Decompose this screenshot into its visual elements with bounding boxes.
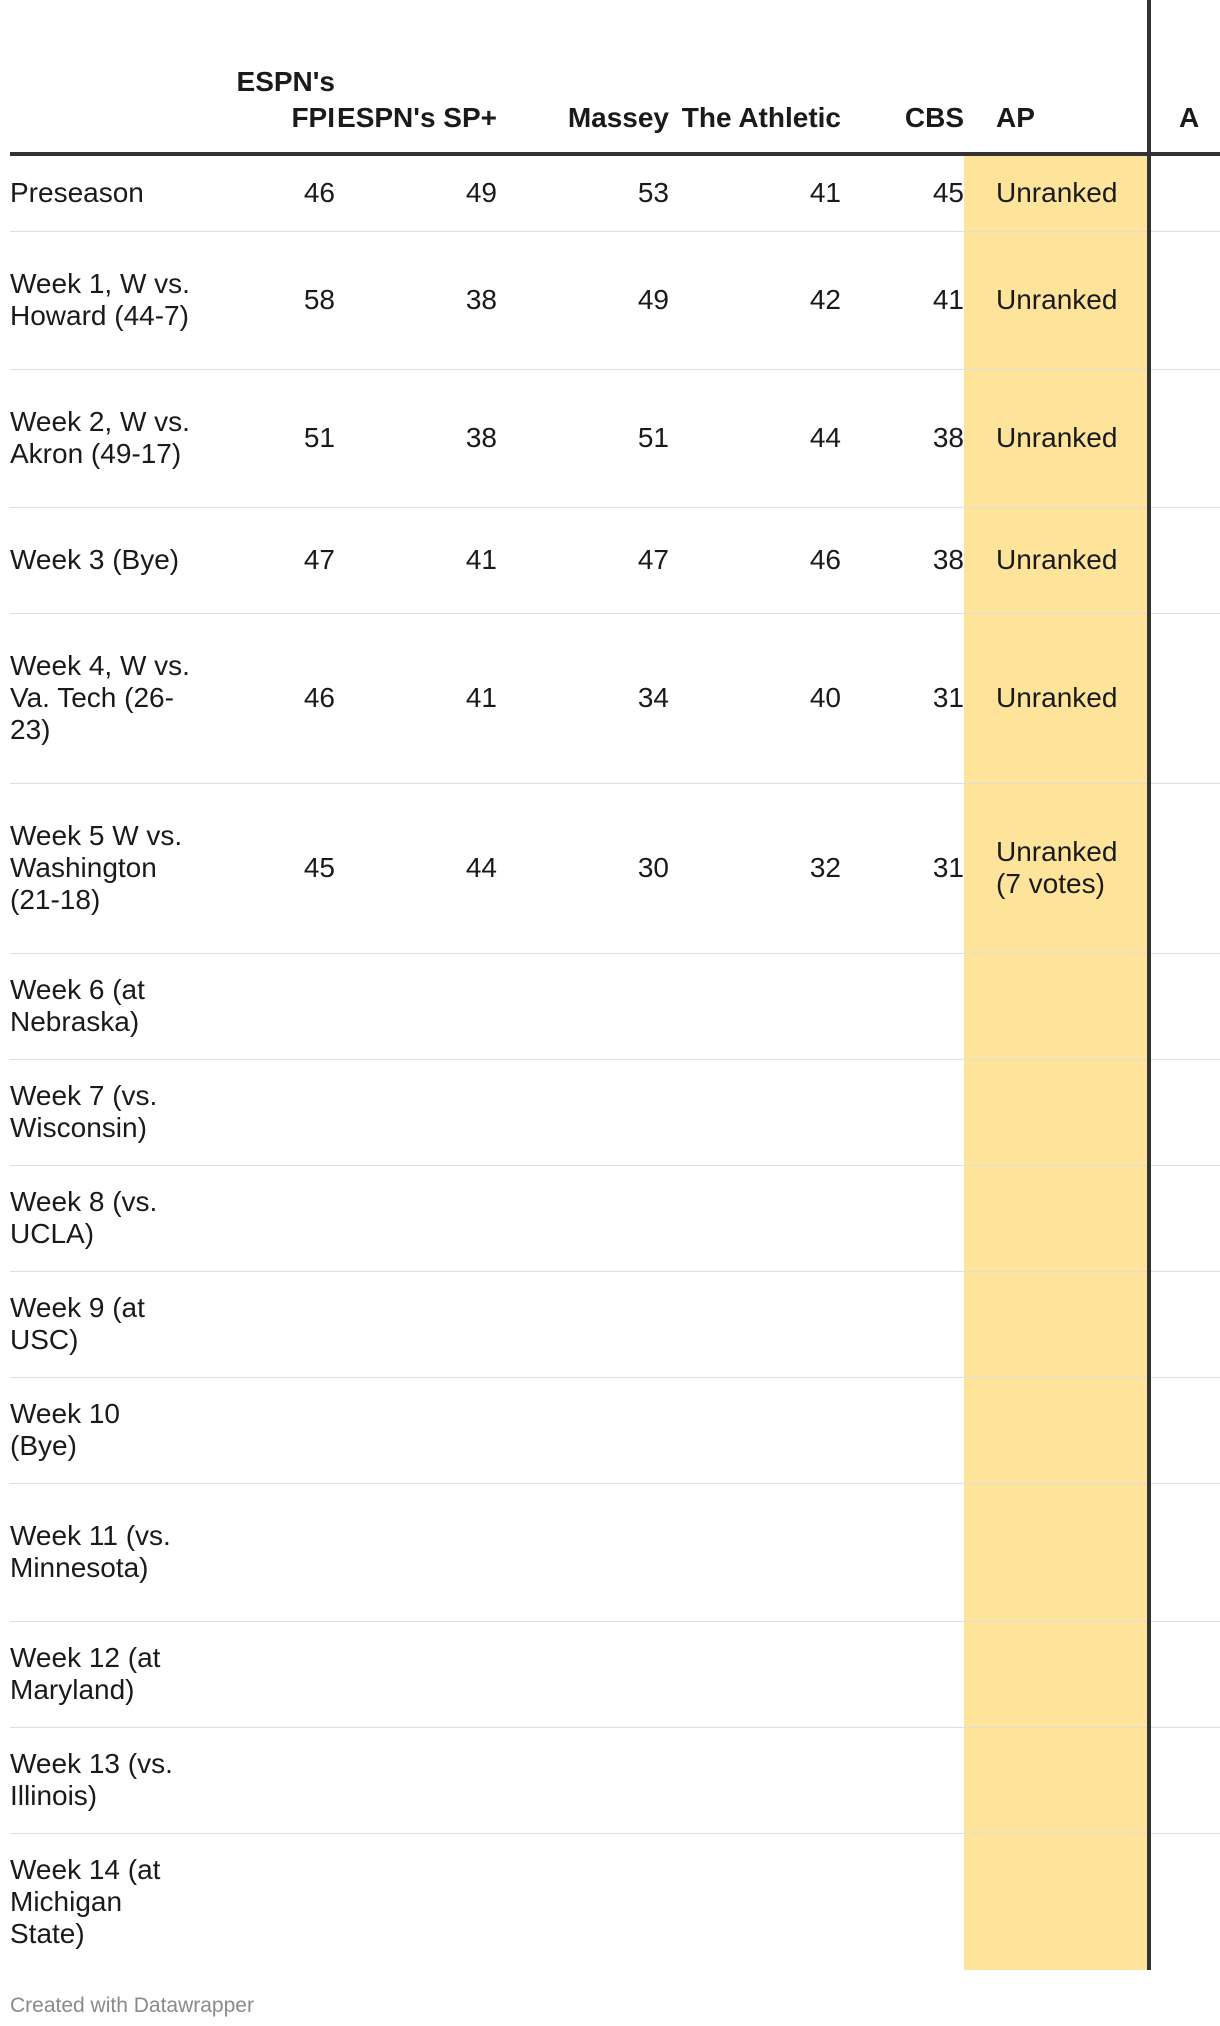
- cell-extra: [1149, 613, 1220, 783]
- row-label: Preseason: [10, 154, 200, 231]
- cell-espn-fpi: 58: [200, 231, 335, 369]
- cell-the-athletic: [669, 1621, 841, 1727]
- cell-massey: [497, 1271, 669, 1377]
- cell-the-athletic: 40: [669, 613, 841, 783]
- cell-espn-fpi: [200, 1621, 335, 1727]
- cell-massey: [497, 1727, 669, 1833]
- row-label: Week 10 (Bye): [10, 1377, 200, 1483]
- cell-espn-fpi: [200, 1271, 335, 1377]
- cell-the-athletic: [669, 1165, 841, 1271]
- table-row: [10, 231, 1220, 369]
- cell-cbs: 38: [841, 507, 964, 613]
- table-row: [10, 953, 1220, 1059]
- cell-the-athletic: 42: [669, 231, 841, 369]
- cell-cbs: [841, 1271, 964, 1377]
- table-row: [10, 1271, 1220, 1377]
- header-massey: Massey: [497, 0, 669, 154]
- cell-massey: [497, 953, 669, 1059]
- table-row: [10, 154, 1220, 231]
- cell-massey: 47: [497, 507, 669, 613]
- cell-the-athletic: [669, 1727, 841, 1833]
- cell-espn-sp: 41: [335, 507, 497, 613]
- cell-espn-sp: [335, 1833, 497, 1970]
- cell-ap: [964, 1833, 1149, 1970]
- row-label: Week 6 (at Nebraska): [10, 953, 200, 1059]
- cell-cbs: [841, 1621, 964, 1727]
- table-row: [10, 1165, 1220, 1271]
- cell-cbs: [841, 1165, 964, 1271]
- cell-espn-fpi: [200, 1059, 335, 1165]
- cell-massey: [497, 1483, 669, 1621]
- cell-the-athletic: [669, 953, 841, 1059]
- row-label: Week 12 (at Maryland): [10, 1621, 200, 1727]
- cell-ap: Unranked (7 votes): [964, 783, 1149, 953]
- row-label: Week 3 (Bye): [10, 507, 200, 613]
- table-row: [10, 507, 1220, 613]
- cell-espn-sp: [335, 1059, 497, 1165]
- cell-the-athletic: [669, 1271, 841, 1377]
- cell-ap: Unranked: [964, 369, 1149, 507]
- cell-extra: [1149, 1165, 1220, 1271]
- table-row: [10, 783, 1220, 953]
- cell-extra: [1149, 1059, 1220, 1165]
- cell-extra: [1149, 1377, 1220, 1483]
- row-label: Week 14 (at Michigan State): [10, 1833, 200, 1970]
- cell-espn-sp: [335, 1165, 497, 1271]
- table-body: [10, 154, 1220, 1970]
- cell-cbs: 38: [841, 369, 964, 507]
- cell-extra: [1149, 953, 1220, 1059]
- header-row: [10, 0, 1220, 154]
- cell-espn-sp: [335, 1621, 497, 1727]
- cell-massey: 49: [497, 231, 669, 369]
- cell-espn-sp: [335, 953, 497, 1059]
- cell-massey: 53: [497, 154, 669, 231]
- cell-massey: 51: [497, 369, 669, 507]
- cell-cbs: [841, 1727, 964, 1833]
- rankings-table: [10, 0, 1220, 1970]
- table-row: [10, 1621, 1220, 1727]
- header-espn-sp: ESPN's SP+: [335, 0, 497, 154]
- table-row: [10, 1377, 1220, 1483]
- cell-ap: [964, 1483, 1149, 1621]
- cell-espn-fpi: 51: [200, 369, 335, 507]
- table-row: [10, 1833, 1220, 1970]
- cell-cbs: [841, 1483, 964, 1621]
- cell-espn-sp: 38: [335, 231, 497, 369]
- cell-cbs: [841, 953, 964, 1059]
- cell-the-athletic: [669, 1059, 841, 1165]
- table-row: [10, 1727, 1220, 1833]
- cell-espn-sp: [335, 1483, 497, 1621]
- cell-espn-fpi: 46: [200, 613, 335, 783]
- cell-espn-fpi: 47: [200, 507, 335, 613]
- cell-espn-sp: 49: [335, 154, 497, 231]
- rankings-table-container: [10, 0, 1220, 1970]
- cell-espn-fpi: [200, 1833, 335, 1970]
- row-label: Week 9 (at USC): [10, 1271, 200, 1377]
- cell-ap: Unranked: [964, 613, 1149, 783]
- cell-cbs: 45: [841, 154, 964, 231]
- cell-extra: [1149, 507, 1220, 613]
- cell-espn-fpi: [200, 1727, 335, 1833]
- cell-the-athletic: 41: [669, 154, 841, 231]
- cell-extra: [1149, 369, 1220, 507]
- cell-massey: [497, 1165, 669, 1271]
- datawrapper-credit: Created with Datawrapper: [10, 1994, 254, 2017]
- cell-extra: [1149, 231, 1220, 369]
- cell-extra: [1149, 1727, 1220, 1833]
- cell-espn-fpi: [200, 1165, 335, 1271]
- cell-espn-fpi: [200, 1483, 335, 1621]
- cell-ap: Unranked: [964, 231, 1149, 369]
- cell-ap: [964, 953, 1149, 1059]
- row-label: Week 13 (vs. Illinois): [10, 1727, 200, 1833]
- cell-ap: Unranked: [964, 154, 1149, 231]
- cell-ap: [964, 1165, 1149, 1271]
- cell-espn-sp: [335, 1727, 497, 1833]
- table-row: [10, 1059, 1220, 1165]
- cell-espn-sp: [335, 1271, 497, 1377]
- row-label: Week 1, W vs. Howard (44-7): [10, 231, 200, 369]
- cell-espn-fpi: 45: [200, 783, 335, 953]
- cell-cbs: 31: [841, 613, 964, 783]
- cell-the-athletic: [669, 1483, 841, 1621]
- cell-extra: [1149, 1621, 1220, 1727]
- cell-the-athletic: 46: [669, 507, 841, 613]
- cell-espn-fpi: 46: [200, 154, 335, 231]
- cell-espn-fpi: [200, 953, 335, 1059]
- cell-massey: [497, 1833, 669, 1970]
- cell-the-athletic: 44: [669, 369, 841, 507]
- cell-extra: [1149, 154, 1220, 231]
- header-espn-fpi: ESPN's FPI: [200, 0, 335, 154]
- cell-ap: [964, 1377, 1149, 1483]
- row-label: Week 2, W vs. Akron (49-17): [10, 369, 200, 507]
- cell-massey: [497, 1059, 669, 1165]
- table-row: [10, 1483, 1220, 1621]
- table-row: [10, 369, 1220, 507]
- cell-massey: [497, 1377, 669, 1483]
- cell-extra: [1149, 1483, 1220, 1621]
- cell-espn-sp: 41: [335, 613, 497, 783]
- cell-extra: [1149, 1271, 1220, 1377]
- header-label: [10, 0, 200, 154]
- cell-extra: [1149, 783, 1220, 953]
- cell-massey: 34: [497, 613, 669, 783]
- cell-espn-fpi: [200, 1377, 335, 1483]
- cell-extra: [1149, 1833, 1220, 1970]
- row-label: Week 5 W vs. Washington (21-18): [10, 783, 200, 953]
- cell-the-athletic: [669, 1377, 841, 1483]
- table-row: [10, 613, 1220, 783]
- cell-the-athletic: [669, 1833, 841, 1970]
- header-the-athletic: The Athletic: [669, 0, 841, 154]
- cell-espn-sp: 38: [335, 369, 497, 507]
- cell-cbs: 41: [841, 231, 964, 369]
- cell-cbs: [841, 1377, 964, 1483]
- row-label: Week 7 (vs. Wisconsin): [10, 1059, 200, 1165]
- cell-the-athletic: 32: [669, 783, 841, 953]
- header-extra: A: [1149, 0, 1220, 154]
- row-label: Week 4, W vs. Va. Tech (26-23): [10, 613, 200, 783]
- row-label: Week 11 (vs. Minnesota): [10, 1483, 200, 1621]
- cell-espn-sp: [335, 1377, 497, 1483]
- cell-cbs: 31: [841, 783, 964, 953]
- cell-ap: [964, 1271, 1149, 1377]
- cell-ap: [964, 1727, 1149, 1833]
- cell-ap: [964, 1059, 1149, 1165]
- header-ap: AP: [964, 0, 1149, 154]
- cell-cbs: [841, 1059, 964, 1165]
- cell-massey: [497, 1621, 669, 1727]
- row-label: Week 8 (vs. UCLA): [10, 1165, 200, 1271]
- cell-ap: Unranked: [964, 507, 1149, 613]
- cell-massey: 30: [497, 783, 669, 953]
- cell-cbs: [841, 1833, 964, 1970]
- cell-ap: [964, 1621, 1149, 1727]
- cell-espn-sp: 44: [335, 783, 497, 953]
- header-cbs: CBS: [841, 0, 964, 154]
